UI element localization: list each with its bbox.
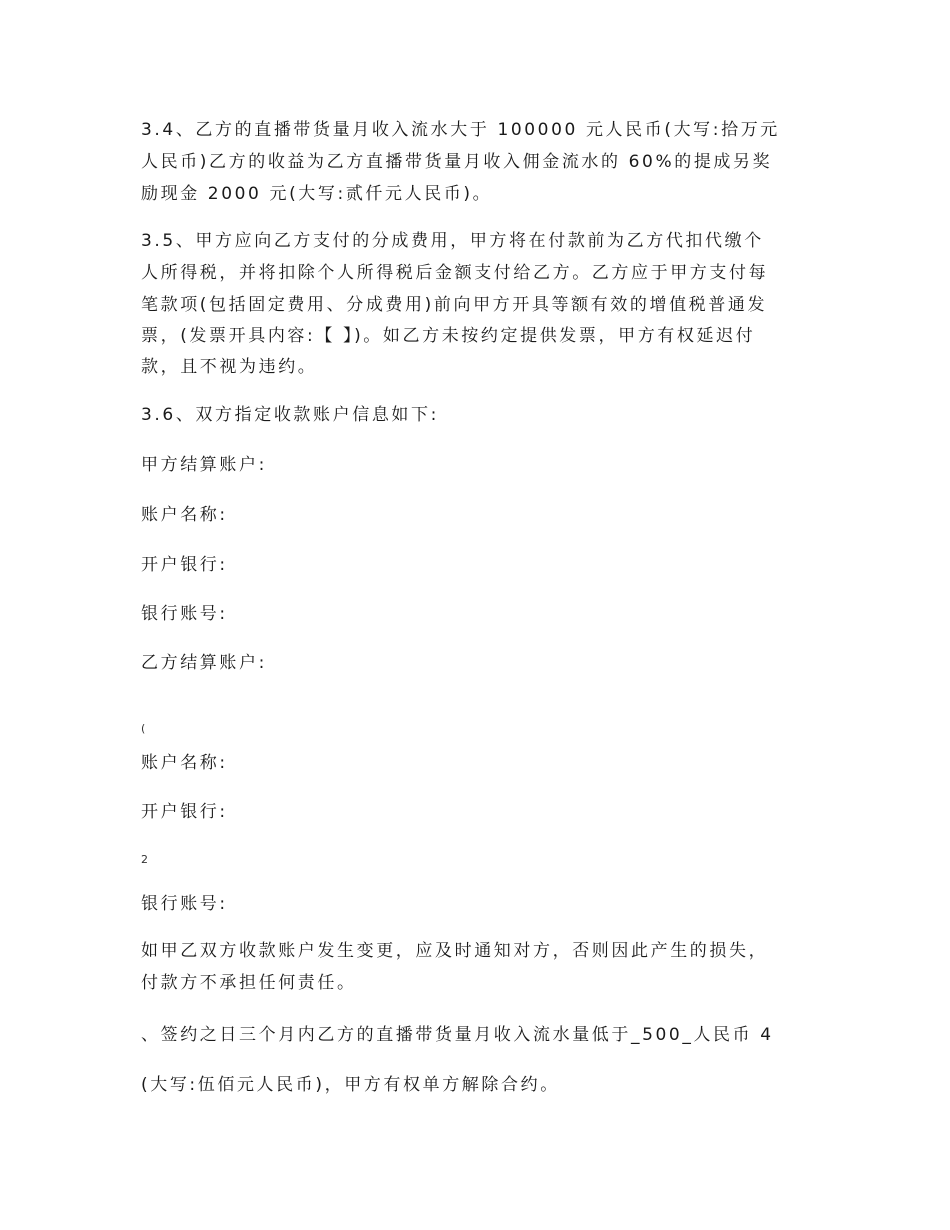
- party-b-account-name: 账户名称:: [141, 753, 228, 773]
- account-change-line-2: 付款方不承担任何责任。: [141, 973, 357, 993]
- clause-3-6-heading: 3.6、双方指定收款账户信息如下:: [141, 405, 439, 425]
- stray-parenthesis-mark: (: [141, 722, 146, 735]
- clause-3-4-line-1: 3.4、乙方的直播带货量月收入流水大于 100000 元人民币(大写:拾万元: [141, 120, 780, 140]
- clause-3-5-line-2: 人所得税，并将扣除个人所得税后金额支付给乙方。乙方应于甲方支付每: [141, 263, 769, 283]
- party-a-account-name: 账户名称:: [141, 505, 228, 525]
- clause-3-5-line-3: 笔款项(包括固定费用、分成费用)前向甲方开具等额有效的增值税普通发: [141, 295, 768, 315]
- page-number: 2: [141, 853, 148, 866]
- party-a-account-heading: 甲方结算账户:: [141, 455, 267, 475]
- clause-3-4-line-2: 人民币)乙方的收益为乙方直播带货量月收入佣金流水的 60%的提成另奖: [141, 152, 773, 172]
- clause-3-5-line-1: 3.5、甲方应向乙方支付的分成费用，甲方将在付款前为乙方代扣代缴个: [141, 231, 764, 251]
- clause-3-5-line-5: 款，且不视为违约。: [141, 357, 318, 377]
- clause-4-line-2: (大写:伍佰元人民币)，甲方有权单方解除合约。: [141, 1075, 560, 1095]
- party-a-bank: 开户银行:: [141, 555, 228, 575]
- party-a-account-number: 银行账号:: [141, 604, 228, 624]
- party-b-account-heading: 乙方结算账户:: [141, 653, 267, 673]
- clause-3-4-line-3: 励现金 2000 元(大写:贰仟元人民币)。: [141, 184, 493, 204]
- clause-4-line-1: 、签约之日三个月内乙方的直播带货量月收入流水量低于_500_人民币 4: [141, 1025, 774, 1045]
- party-b-account-number: 银行账号:: [141, 894, 228, 914]
- clause-3-5-line-4: 票，(发票开具内容:【 】)。如乙方未按约定提供发票，甲方有权延迟付: [141, 326, 756, 346]
- party-b-bank: 开户银行:: [141, 802, 228, 822]
- account-change-line-1: 如甲乙双方收款账户发生变更，应及时通知对方，否则因此产生的损失，: [141, 941, 769, 961]
